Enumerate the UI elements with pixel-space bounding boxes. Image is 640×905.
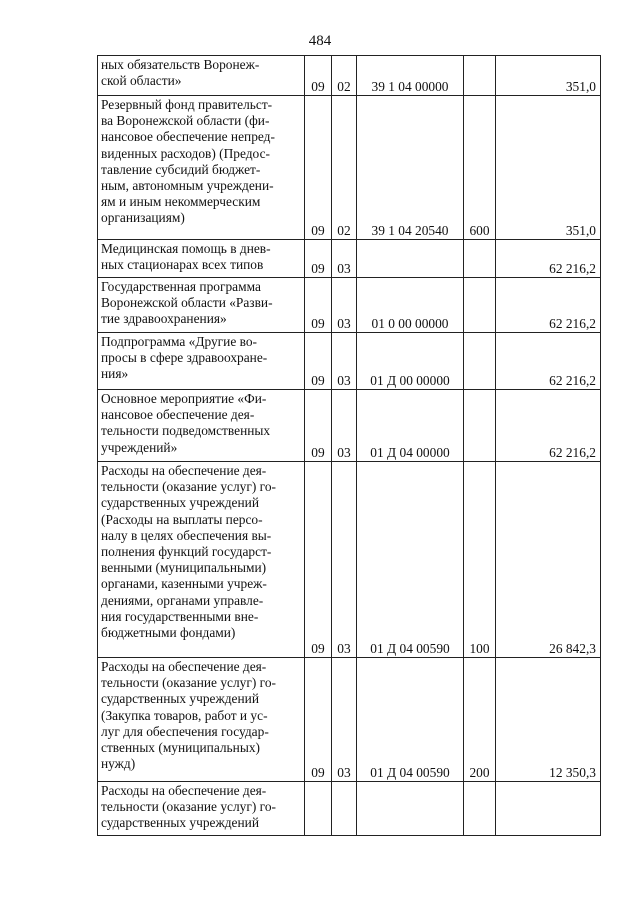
row-name: Государственная программа Воронежской области «Разви- тие здравоохранения» [98,278,305,333]
amount: 351,0 [496,96,601,240]
row-name: Резервный фонд правительст- ва Воронежской области (фи- нансовое обеспечение непред- виденных расходов) (Предос- тавление субсидий бюджет- ным, автономным учреждени- ям и иным некоммерческим организациям) [98,96,305,240]
row-name: Медицинская помощь в днев- ных стационарах всех типов [98,240,305,278]
section-code: 09 [305,390,332,462]
amount: 62 216,2 [496,333,601,390]
table-row [98,56,601,96]
amount: 62 216,2 [496,390,601,462]
amount: 62 216,2 [496,278,601,333]
section-code: 09 [305,240,332,278]
subsection-code: 02 [332,56,357,96]
expense-type-code: 100 [464,462,496,658]
subsection-code: 03 [332,658,357,782]
section-code: 09 [305,462,332,658]
target-article-code: 01 Д 04 00590 [357,462,464,658]
row-name: ных обязательств Воронеж- ской области» [98,56,305,96]
section-code: 09 [305,96,332,240]
amount: 26 842,3 [496,462,601,658]
expense-type-code [464,56,496,96]
amount: 12 350,3 [496,658,601,782]
subsection-code: 02 [332,96,357,240]
expense-type-code: 600 [464,96,496,240]
expense-type-code [464,390,496,462]
section-code: 09 [305,658,332,782]
subsection-code: 03 [332,462,357,658]
table-row [98,658,601,782]
subsection-code: 03 [332,240,357,278]
budget-table [97,55,601,836]
target-article-code: 01 0 00 00000 [357,278,464,333]
row-name: Основное мероприятие «Фи- нансовое обеспечение дея- тельности подведомственных учреждений» [98,390,305,462]
table-row [98,782,601,836]
amount: 62 216,2 [496,240,601,278]
subsection-code [332,782,357,836]
table-row [98,96,601,240]
subsection-code: 03 [332,278,357,333]
subsection-code: 03 [332,390,357,462]
table-row [98,278,601,333]
section-code [305,782,332,836]
amount [496,782,601,836]
table-row [98,390,601,462]
section-code: 09 [305,333,332,390]
expense-type-code [464,240,496,278]
target-article-code: 01 Д 04 00590 [357,658,464,782]
amount: 351,0 [496,56,601,96]
page-number: 484 [308,33,332,49]
expense-type-code [464,278,496,333]
subsection-code: 03 [332,333,357,390]
target-article-code: 39 1 04 20540 [357,96,464,240]
expense-type-code: 200 [464,658,496,782]
table-row [98,240,601,278]
section-code: 09 [305,278,332,333]
target-article-code [357,240,464,278]
expense-type-code [464,333,496,390]
table-row [98,462,601,658]
target-article-code: 01 Д 04 00000 [357,390,464,462]
section-code: 09 [305,56,332,96]
target-article-code [357,782,464,836]
row-name: Расходы на обеспечение дея- тельности (оказание услуг) го- сударственных учреждений [98,782,305,836]
row-name: Расходы на обеспечение дея- тельности (оказание услуг) го- сударственных учреждений (Расходы на выплаты персо- налу в целях обеспечения вы- полнения функций государст- венными (муниципальными) органами, казенными учреж- дениями, органами управле- ния государственными вне- бюджетными фондами) [98,462,305,658]
expense-type-code [464,782,496,836]
target-article-code: 39 1 04 00000 [357,56,464,96]
row-name: Подпрограмма «Другие во- просы в сфере здравоохране- ния» [98,333,305,390]
row-name: Расходы на обеспечение дея- тельности (оказание услуг) го- сударственных учреждений (Закупка товаров, работ и ус- луг для обеспечения государ- ственных (муниципальных) нужд) [98,658,305,782]
table-row [98,333,601,390]
target-article-code: 01 Д 00 00000 [357,333,464,390]
